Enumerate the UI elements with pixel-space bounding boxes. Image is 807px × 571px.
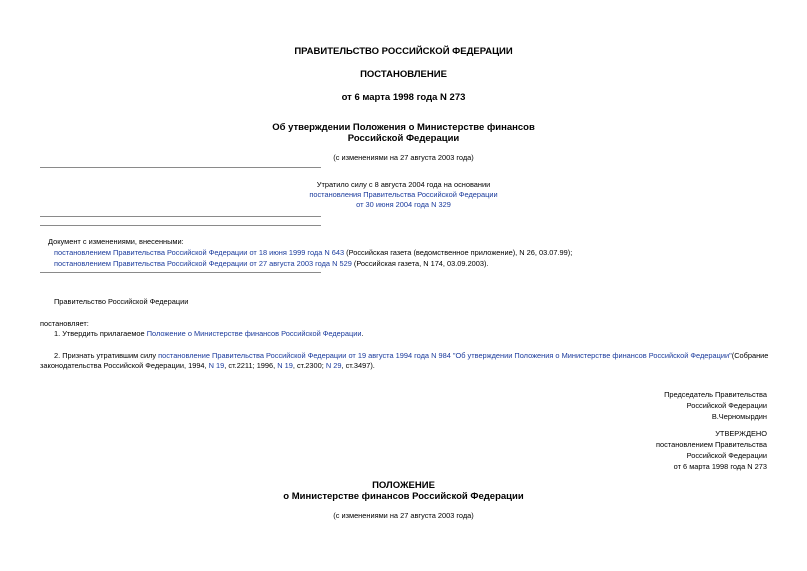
approved-by-2: Российской Федерации — [686, 451, 767, 460]
changes-note: (с изменениями на 27 августа 2003 года) — [333, 153, 474, 162]
source-text-c: , ст.2300; — [292, 361, 326, 370]
government-heading: ПРАВИТЕЛЬСТВО РОССИЙСКОЙ ФЕДЕРАЦИИ — [294, 46, 513, 57]
divider — [40, 225, 321, 226]
approved-date: от 6 марта 1998 года N 273 — [673, 462, 767, 471]
divider — [40, 216, 321, 217]
paragraph-1-text: 1. Утвердить прилагаемое — [54, 329, 147, 338]
amendment-source-1: (Российская газета (ведомственное приложение), N 26, 03.07.99); — [344, 248, 573, 257]
void-link-line2[interactable]: от 30 июня 2004 года N 329 — [356, 200, 451, 209]
source-text-a: законодательства Российской Федерации, 1994, — [40, 361, 209, 370]
paragraph-2-text: 2. Признать утратившим силу — [54, 351, 157, 360]
source-text-b: , ст.2211; 1996, — [224, 361, 278, 370]
amendment-item-1 — [54, 247, 572, 258]
document-type: ПОСТАНОВЛЕНИЕ — [360, 69, 447, 80]
regulation-subtitle: о Министерстве финансов Российской Федерации — [283, 491, 524, 502]
signature-title-2: Российской Федерации — [686, 401, 767, 410]
government-name: Правительство Российской Федерации — [54, 297, 189, 306]
amendments-intro: Документ с изменениями, внесенными: — [48, 237, 184, 246]
source-link-c[interactable]: N 29 — [325, 361, 342, 370]
repealed-decree-link[interactable]: постановление Правительства Российской Федерации от 19 августа 1994 года N 984 "Об утверждении Положения о Министерстве финансов Российской Федерации" — [158, 351, 732, 360]
signature-name: В.Черномырдин — [711, 412, 767, 421]
regulation-title: ПОЛОЖЕНИЕ — [372, 480, 435, 491]
divider — [40, 167, 321, 168]
document-title-line1: Об утверждении Положения о Министерстве финансов — [272, 122, 535, 133]
regulation-link[interactable]: Положение о Министерстве финансов Российской Федерации — [146, 329, 362, 338]
source-link-b[interactable]: N 19 — [277, 361, 293, 370]
void-link-line1[interactable]: постановления Правительства Российской Федерации — [309, 190, 498, 199]
approved-by: постановлением Правительства — [656, 440, 767, 449]
approved-label: УТВЕРЖДЕНО — [715, 429, 767, 438]
source-link-a[interactable]: N 19 — [208, 361, 225, 370]
divider — [40, 272, 321, 273]
regulation-changes-note: (с изменениями на 27 августа 2003 года) — [333, 511, 474, 520]
document-title-line2: Российской Федерации — [347, 133, 460, 144]
paragraph-2-text2: (Собрание — [731, 351, 769, 360]
document-date: от 6 марта 1998 года N 273 — [341, 92, 466, 103]
source-text-d: , ст.3497). — [341, 361, 375, 370]
amendment-link-1[interactable]: постановлением Правительства Российской Федерации от 18 июня 1999 года N 643 — [54, 248, 345, 257]
signature-title: Председатель Правительства — [664, 390, 767, 399]
amendment-item-2 — [54, 258, 489, 269]
amendment-source-2: (Российская газета, N 174, 03.09.2003). — [351, 259, 489, 268]
paragraph-2-line2 — [40, 360, 375, 371]
paragraph-1 — [54, 328, 364, 339]
void-notice: Утратило силу с 8 августа 2004 года на основании — [316, 180, 491, 189]
amendment-link-2[interactable]: постановлением Правительства Российской Федерации от 27 августа 2003 года N 529 — [54, 259, 352, 268]
paragraph-1-end: . — [361, 329, 364, 338]
decrees-word: постановляет: — [40, 319, 89, 328]
